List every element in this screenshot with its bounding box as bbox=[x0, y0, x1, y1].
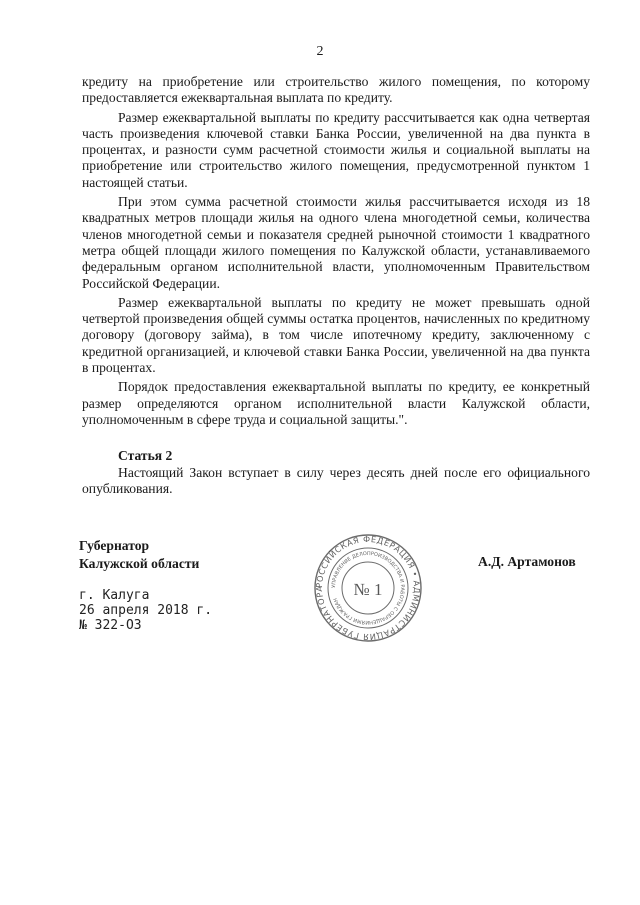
seal-center-number: № 1 bbox=[353, 580, 383, 599]
page-number: 2 bbox=[316, 44, 324, 59]
article-text: Настоящий Закон вступает в силу через десять дней после его официального опубликования. bbox=[82, 464, 590, 496]
signature-name: А.Д. Артамонов bbox=[478, 554, 576, 569]
paragraph-payment-limit: Размер ежеквартальной выплаты по кредиту не может превышать одной четвертой произведения общей суммы остатка процентов, начисленных по кредитному договору (договору займа), в том числе ипотечному кредиту, заключенному с кредитной организацией, и ключевой ставки Банка России, увеличенной на два пункта в процентах. bbox=[82, 294, 590, 376]
seal-inner-text: УПРАВЛЕНИЕ ДЕЛОПРОИЗВОДСТВА И РАБОТЫ С ОБРАЩЕНИЯМИ ГРАЖДАН bbox=[330, 550, 406, 626]
signature-title-line1: Губернатор bbox=[79, 538, 150, 553]
signature-title-line2: Калужской области bbox=[79, 556, 200, 571]
paragraph-housing-cost: При этом сумма расчетной стоимости жилья рассчитывается исходя из 18 квадратных метров площади жилья на одного члена многодетной семьи, количества членов многодетной семьи и показателя средней рыночной стоимости 1 квадратного метра общей площади жилого помещения по Калужской области, устанавливаемого федеральным органом исполнительной власти, уполномоченным Правительством Российской Федерации. bbox=[82, 194, 590, 291]
paragraph-payment-size: Размер ежеквартальной выплаты по кредиту рассчитывается как одна четвертая часть произведения ключевой ставки Банка России, увеличенной на два пункта в процентах, и разности сумм расчетной стоимости жилья и социальной выплаты на приобретение или строительство жилого помещения, предусмотренной пунктом 1 настоящей статьи. bbox=[82, 109, 590, 190]
paragraph-continuation: кредиту на приобретение или строительство жилого помещения, по которому предоставляется ежеквартальная выплата по кредиту. bbox=[82, 74, 590, 106]
place-date-block bbox=[79, 588, 212, 633]
paragraph-procedure: Порядок предоставления ежеквартальной выплаты по кредиту, ее конкретный размер определяются органом исполнительной власти Калужской области, уполномоченным в сфере труда и социальной защиты.". bbox=[82, 379, 590, 427]
article-heading: Статья 2 bbox=[118, 448, 173, 464]
seal-outer-text: РОССИЙСКАЯ ФЕДЕРАЦИЯ • АДМИНИСТРАЦИЯ ГУБЕРНАТОРА bbox=[313, 533, 423, 643]
document-body bbox=[82, 74, 590, 500]
law-number: № 322-ОЗ bbox=[79, 618, 142, 633]
official-seal-stamp bbox=[313, 533, 423, 643]
place-date: 26 апреля 2018 г. bbox=[79, 603, 213, 618]
signature-title bbox=[79, 537, 199, 573]
place-city: г. Калуга bbox=[79, 588, 150, 603]
